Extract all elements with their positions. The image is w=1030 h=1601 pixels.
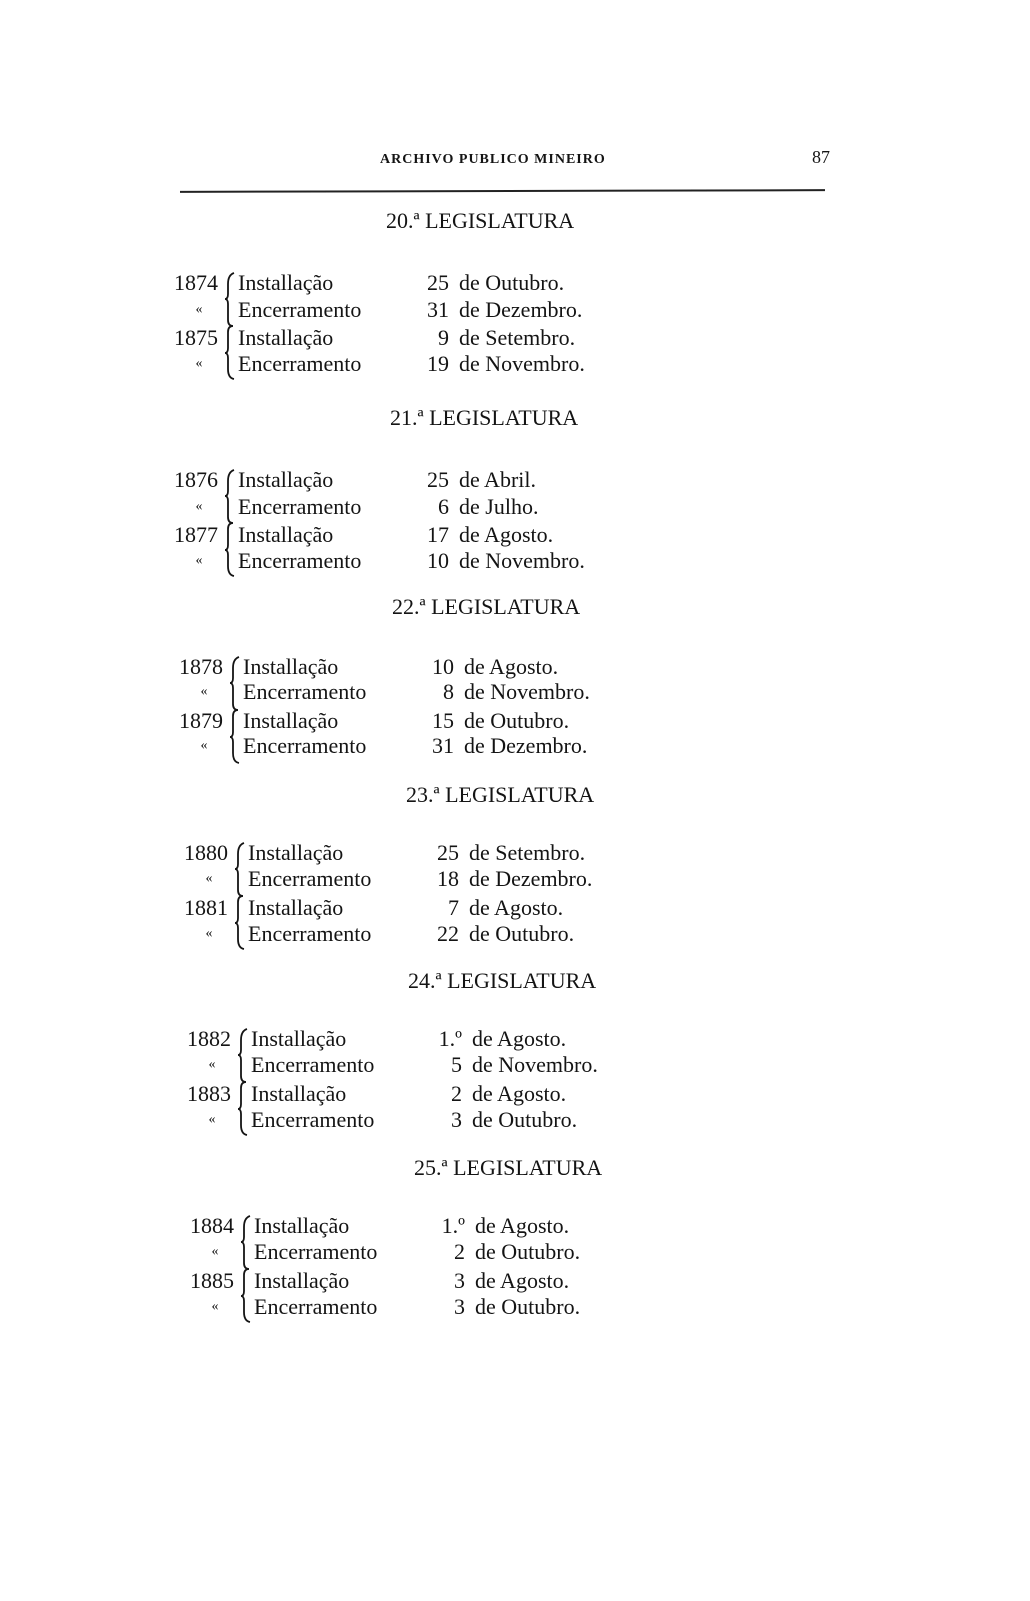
ditto-mark: « — [195, 553, 203, 568]
legislature-row — [174, 325, 674, 351]
event-month: de Julho. — [459, 494, 539, 519]
event-day: 25 — [437, 840, 459, 865]
legislature-title: 20.ª LEGISLATURA — [386, 208, 575, 233]
event-month: de Outubro. — [469, 921, 575, 946]
event-label: Encerramento — [254, 1239, 378, 1264]
legislature-row — [174, 548, 674, 574]
legislature-row — [184, 895, 684, 921]
event-day: 22 — [437, 921, 459, 946]
ditto-mark: « — [195, 302, 203, 317]
event-label: Installação — [238, 270, 334, 295]
event-day: 3 — [451, 1107, 462, 1132]
year: 1880 — [184, 840, 228, 865]
event-day: 2 — [454, 1239, 465, 1264]
year: 1876 — [174, 467, 218, 492]
event-day: 1.º — [441, 1213, 465, 1238]
event-day: 25 — [427, 270, 449, 295]
ditto-mark: « — [208, 1112, 216, 1127]
legislature-title: 21.ª LEGISLATURA — [390, 405, 579, 430]
event-label: Installação — [251, 1081, 347, 1106]
event-day: 19 — [427, 351, 449, 376]
legislature-row — [179, 679, 679, 705]
event-day: 25 — [427, 467, 449, 492]
year: 1878 — [179, 654, 223, 679]
legislature-row — [174, 494, 674, 520]
event-month: de Agosto. — [475, 1213, 570, 1238]
event-day: 3 — [454, 1294, 465, 1319]
legislature-section — [187, 968, 707, 1138]
ditto-mark: « — [195, 356, 203, 371]
year: 1884 — [190, 1213, 234, 1238]
ditto-mark: « — [200, 738, 208, 753]
ditto-mark: « — [205, 871, 213, 886]
year: 1875 — [174, 325, 218, 350]
year: 1882 — [187, 1026, 231, 1051]
event-label: Installação — [248, 895, 344, 920]
legislature-title: 23.ª LEGISLATURA — [406, 782, 595, 807]
ditto-mark: « — [205, 926, 213, 941]
event-day: 31 — [432, 733, 454, 758]
event-month: de Outubro. — [475, 1294, 581, 1319]
event-day: 10 — [427, 548, 449, 573]
event-day: 7 — [448, 895, 459, 920]
event-day: 15 — [432, 708, 454, 733]
event-label: Installação — [243, 708, 339, 733]
event-label: Encerramento — [243, 679, 367, 704]
legislature-row — [179, 708, 679, 734]
page-header — [180, 147, 840, 187]
event-month: de Outubro. — [475, 1239, 581, 1264]
legislature-row — [179, 733, 679, 759]
event-label: Installação — [238, 522, 334, 547]
event-month: de Agosto. — [464, 654, 559, 679]
legislature-row — [187, 1026, 687, 1052]
event-month: de Dezembro. — [469, 866, 593, 891]
year: 1883 — [187, 1081, 231, 1106]
event-day: 10 — [432, 654, 454, 679]
event-label: Installação — [254, 1268, 350, 1293]
legislature-row — [174, 297, 674, 323]
legislature-title: 25.ª LEGISLATURA — [414, 1155, 603, 1180]
event-label: Installação — [243, 654, 339, 679]
legislature-row — [174, 270, 674, 296]
event-month: de Agosto. — [469, 895, 564, 920]
event-label: Installação — [251, 1026, 347, 1051]
event-label: Encerramento — [251, 1052, 375, 1077]
legislature-row — [174, 522, 674, 548]
event-day: 18 — [437, 866, 459, 891]
event-month: de Novembro. — [472, 1052, 598, 1077]
year: 1874 — [174, 270, 218, 295]
legislature-row — [187, 1107, 687, 1133]
ditto-mark: « — [200, 684, 208, 699]
ditto-mark: « — [195, 499, 203, 514]
ditto-mark: « — [211, 1299, 219, 1314]
year: 1877 — [174, 522, 218, 547]
event-month: de Novembro. — [464, 679, 590, 704]
event-label: Encerramento — [248, 866, 372, 891]
event-label: Installação — [254, 1213, 350, 1238]
event-label: Encerramento — [238, 548, 362, 573]
legislature-row — [190, 1213, 690, 1239]
event-month: de Setembro. — [469, 840, 586, 865]
legislature-section — [179, 594, 699, 764]
event-label: Installação — [238, 467, 334, 492]
event-day: 5 — [451, 1052, 462, 1077]
header-rule — [180, 189, 825, 193]
event-label: Encerramento — [251, 1107, 375, 1132]
event-label: Encerramento — [248, 921, 372, 946]
legislature-section — [184, 782, 704, 952]
ditto-mark: « — [211, 1244, 219, 1259]
event-day: 9 — [438, 325, 449, 350]
running-title: ARCHIVO PUBLICO MINEIRO — [380, 152, 606, 167]
event-day: 8 — [443, 679, 454, 704]
event-day: 3 — [454, 1268, 465, 1293]
event-day: 17 — [427, 522, 449, 547]
event-month: de Setembro. — [459, 325, 576, 350]
event-day: 6 — [438, 494, 449, 519]
event-label: Encerramento — [243, 733, 367, 758]
legislature-row — [174, 467, 674, 493]
event-month: de Outubro. — [459, 270, 565, 295]
event-month: de Abril. — [459, 467, 536, 492]
event-label: Encerramento — [238, 351, 362, 376]
event-month: de Agosto. — [472, 1026, 567, 1051]
ditto-mark: « — [208, 1057, 216, 1072]
legislature-title: 22.ª LEGISLATURA — [392, 594, 581, 619]
legislature-row — [184, 866, 684, 892]
event-month: de Dezembro. — [464, 733, 588, 758]
event-label: Installação — [238, 325, 334, 350]
legislature-section — [174, 208, 694, 378]
event-month: de Agosto. — [459, 522, 554, 547]
event-day: 1.º — [438, 1026, 462, 1051]
legislature-row — [184, 921, 684, 947]
event-label: Encerramento — [238, 297, 362, 322]
legislature-section — [190, 1155, 710, 1325]
event-month: de Agosto. — [472, 1081, 567, 1106]
legislature-row — [187, 1081, 687, 1107]
event-label: Encerramento — [238, 494, 362, 519]
event-month: de Novembro. — [459, 351, 585, 376]
year: 1885 — [190, 1268, 234, 1293]
legislature-row — [184, 840, 684, 866]
legislature-section — [174, 405, 694, 575]
event-month: de Novembro. — [459, 548, 585, 573]
legislature-row — [190, 1268, 690, 1294]
year: 1879 — [179, 708, 223, 733]
event-label: Encerramento — [254, 1294, 378, 1319]
event-month: de Outubro. — [472, 1107, 578, 1132]
event-month: de Outubro. — [464, 708, 570, 733]
event-day: 2 — [451, 1081, 462, 1106]
year: 1881 — [184, 895, 228, 920]
event-month: de Agosto. — [475, 1268, 570, 1293]
page-number: 87 — [812, 147, 830, 167]
event-day: 31 — [427, 297, 449, 322]
legislature-title: 24.ª LEGISLATURA — [408, 968, 597, 993]
legislature-row — [174, 351, 674, 377]
legislature-row — [190, 1294, 690, 1320]
legislature-row — [179, 654, 679, 680]
legislature-row — [187, 1052, 687, 1078]
event-label: Installação — [248, 840, 344, 865]
legislature-row — [190, 1239, 690, 1265]
event-month: de Dezembro. — [459, 297, 583, 322]
